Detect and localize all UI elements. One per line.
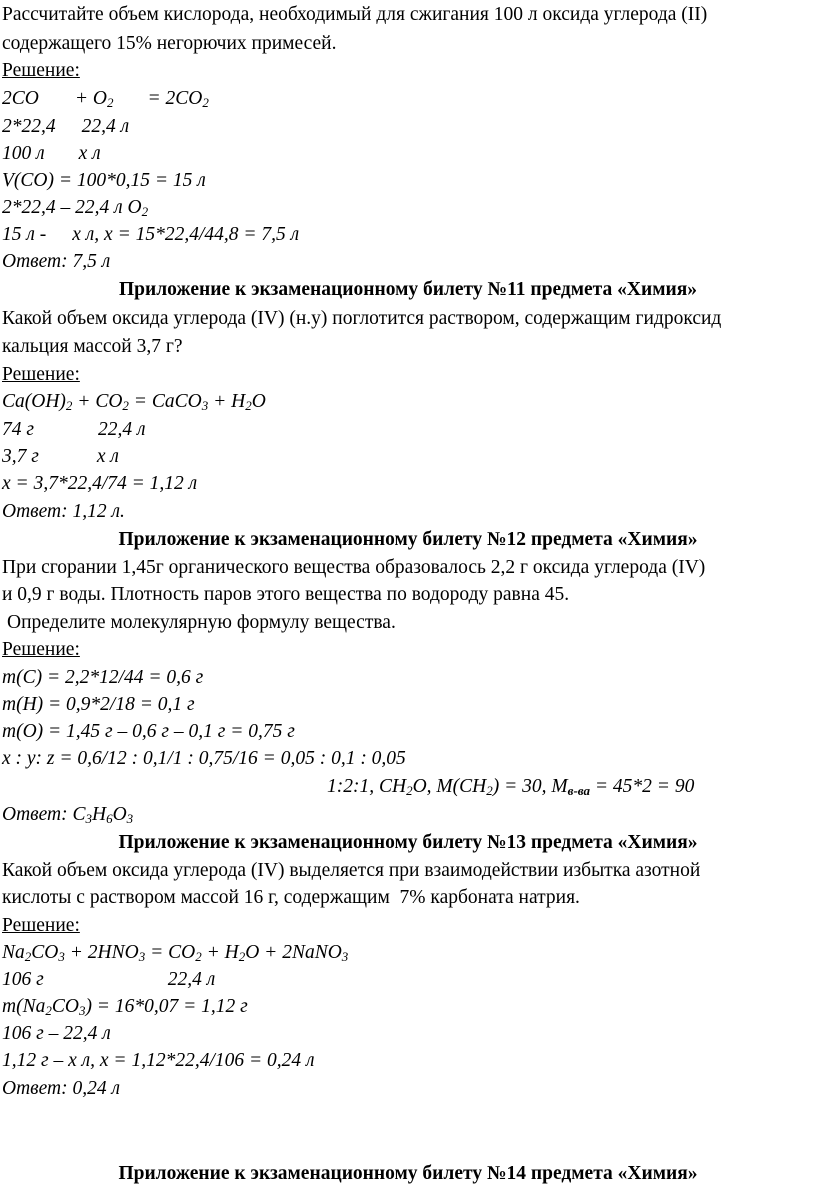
subscript: 3 bbox=[138, 949, 146, 964]
calc-line: m(O) = 1,45 г – 0,6 г – 0,1 г = 0,75 г bbox=[2, 721, 295, 742]
answer-line: Ответ: 1,12 л. bbox=[2, 501, 125, 522]
calc-value: х л bbox=[78, 143, 101, 164]
answer-line bbox=[2, 803, 133, 831]
problem-3-question-line-3: Определите молекулярную формулу вещества. bbox=[7, 612, 396, 633]
eq-part: Na bbox=[2, 942, 25, 963]
subscript: в-ва bbox=[567, 783, 591, 798]
calc-value: CO bbox=[51, 996, 79, 1017]
solution-label: Решение: bbox=[2, 915, 80, 936]
calc-value: 100 л bbox=[2, 143, 45, 164]
calc-value: H bbox=[91, 804, 107, 825]
eq-part: O + 2NaNO bbox=[245, 942, 342, 963]
solution-label: Решение: bbox=[2, 639, 80, 660]
problem-2-question-line-1: Какой объем оксида углерода (IV) (н.у) поглотится раствором, содержащим гидроксид bbox=[2, 308, 722, 329]
calc-line: 106 г – 22,4 л bbox=[2, 1023, 111, 1044]
subscript: 2 bbox=[141, 204, 149, 219]
subscript: 2 bbox=[245, 398, 252, 413]
calc-value: х л bbox=[96, 446, 119, 467]
eq-part: + H bbox=[208, 391, 246, 412]
calc-value: 2*22,4 bbox=[2, 116, 56, 137]
eq-part: + 2HNO bbox=[64, 942, 139, 963]
subscript: 2 bbox=[65, 398, 73, 413]
calc-line bbox=[2, 968, 215, 992]
subscript: 2 bbox=[106, 95, 114, 110]
calc-value: 106 г bbox=[2, 969, 44, 990]
calc-value: m(Na bbox=[2, 996, 46, 1017]
calc-line: x : y: z = 0,6/12 : 0,1/1 : 0,75/16 = 0,05 : 0,1 : 0,05 bbox=[2, 748, 406, 769]
reaction-equation bbox=[2, 87, 209, 115]
subscript: 2 bbox=[238, 949, 246, 964]
subscript: 2 bbox=[122, 398, 129, 413]
problem-3-question-line-2: и 0,9 г воды. Плотность паров этого вещества по водороду равна 45. bbox=[2, 584, 570, 605]
subscript: 3 bbox=[341, 949, 349, 964]
eq-part: 2CO bbox=[2, 88, 39, 109]
eq-part: Ca(OH) bbox=[2, 391, 66, 412]
ticket-11-heading: Приложение к экзаменационному билету №11 предмета «Химия» bbox=[118, 279, 698, 300]
subscript: 3 bbox=[85, 811, 92, 826]
problem-1-question-line-2: содержащего 15% негорючих примесей. bbox=[2, 33, 337, 54]
calc-value: 22,4 л bbox=[81, 116, 130, 137]
ticket-12-heading: Приложение к экзаменационному билету №12 предмета «Химия» bbox=[118, 529, 698, 550]
reaction-equation bbox=[2, 941, 348, 969]
problem-2-question-line-2: кальция массой 3,7 г? bbox=[2, 336, 183, 357]
ticket-13-heading: Приложение к экзаменационному билету №13 предмета «Химия» bbox=[118, 832, 698, 853]
eq-part: = 2CO bbox=[147, 88, 203, 109]
subscript: 2 bbox=[24, 949, 32, 964]
calc-line: m(H) = 0,9*2/18 = 0,1 г bbox=[2, 694, 195, 715]
calc-value: х л, х = 15*22,4/44,8 = 7,5 л bbox=[72, 224, 300, 245]
eq-part: O bbox=[251, 391, 266, 412]
subscript: 2 bbox=[45, 1003, 52, 1018]
calc-value: 1:2:1, CH bbox=[327, 776, 407, 797]
problem-4-question-line-2: кислоты с раствором массой 16 г, содержащим 7% карбоната натрия. bbox=[2, 887, 580, 908]
subscript: 2 bbox=[486, 783, 493, 798]
problem-4-question-line-1: Какой объем оксида углерода (IV) выделяется при взаимодействии избытка азотной bbox=[2, 860, 701, 881]
solution-label: Решение: bbox=[2, 60, 80, 81]
calc-value: O, M(CH bbox=[412, 776, 487, 797]
eq-part: = CaCO bbox=[128, 391, 202, 412]
subscript: 2 bbox=[202, 95, 209, 110]
calc-value: 74 г bbox=[2, 419, 34, 440]
subscript: 3 bbox=[126, 811, 134, 826]
calc-line bbox=[2, 418, 146, 442]
answer-line: Ответ: 7,5 л bbox=[2, 251, 111, 272]
calc-line: х = 3,7*22,4/74 = 1,12 л bbox=[2, 473, 198, 494]
problem-1-question-line-1: Рассчитайте объем кислорода, необходимый для сжигания 100 л оксида углерода (II) bbox=[2, 4, 708, 25]
calc-line bbox=[2, 445, 119, 469]
calc-value: 22,4 л bbox=[167, 969, 216, 990]
calc-value: ) = 30, M bbox=[492, 776, 568, 797]
ticket-14-heading: Приложение к экзаменационному билету №14 предмета «Химия» bbox=[118, 1163, 698, 1184]
subscript: 2 bbox=[195, 949, 202, 964]
calc-line bbox=[2, 223, 299, 247]
calc-value: 15 л - bbox=[2, 224, 47, 245]
subscript: 6 bbox=[106, 811, 113, 826]
subscript: 3 bbox=[58, 949, 65, 964]
calc-value: 22,4 л bbox=[97, 419, 146, 440]
calc-value: O bbox=[112, 804, 127, 825]
problem-3-question-line-1: При сгорании 1,45г органического вещества образовалось 2,2 г оксида углерода (IV) bbox=[2, 557, 706, 578]
subscript: 2 bbox=[406, 783, 413, 798]
calc-value: = 45*2 = 90 bbox=[590, 776, 695, 797]
calc-line: V(CO) = 100*0,15 = 15 л bbox=[2, 170, 206, 191]
calc-line: 1,12 г – х л, х = 1,12*22,4/106 = 0,24 л bbox=[2, 1050, 315, 1071]
reaction-equation bbox=[2, 390, 266, 418]
calc-value: 2*22,4 – 22,4 л O bbox=[2, 197, 142, 218]
calc-line bbox=[2, 995, 248, 1023]
calc-line bbox=[2, 196, 148, 224]
calc-line: m(C) = 2,2*12/44 = 0,6 г bbox=[2, 667, 204, 688]
eq-part: + CO bbox=[72, 391, 123, 412]
eq-part: + O bbox=[74, 88, 107, 109]
eq-part: CO bbox=[31, 942, 59, 963]
formula-result-line bbox=[327, 775, 694, 803]
subscript: 3 bbox=[201, 398, 209, 413]
answer-line: Ответ: 0,24 л bbox=[2, 1078, 120, 1099]
subscript: 3 bbox=[78, 1003, 86, 1018]
calc-line bbox=[2, 115, 129, 139]
solution-label: Решение: bbox=[2, 364, 80, 385]
calc-value: ) = 16*0,07 = 1,12 г bbox=[85, 996, 248, 1017]
calc-line bbox=[2, 142, 101, 166]
calc-value: 3,7 г bbox=[2, 446, 39, 467]
calc-value: Ответ: C bbox=[2, 804, 86, 825]
eq-part: = CO bbox=[145, 942, 196, 963]
eq-part: + H bbox=[201, 942, 239, 963]
